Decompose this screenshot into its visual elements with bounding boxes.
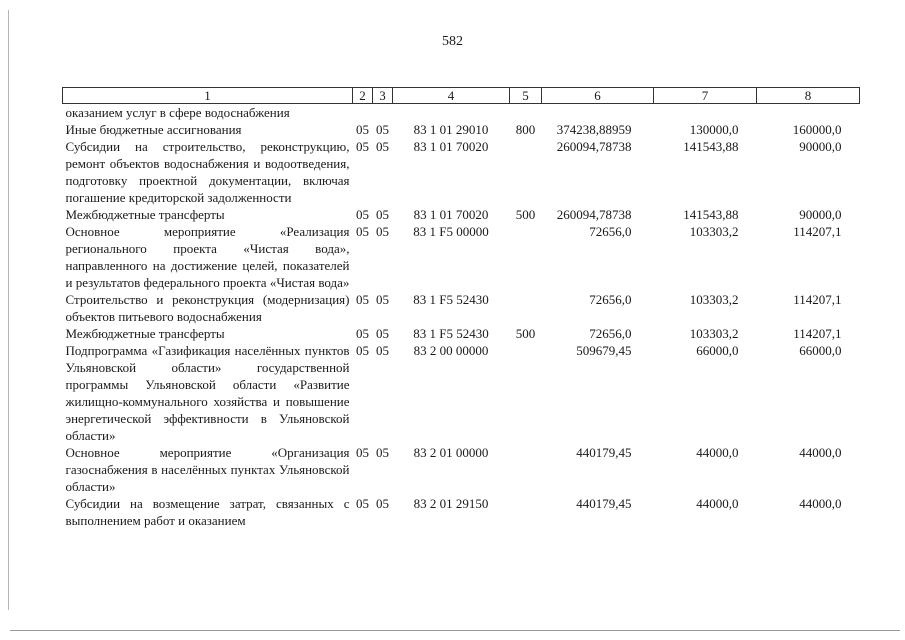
row-expense-type: [510, 291, 542, 325]
row-subsection: 05: [376, 445, 389, 460]
row-amount-7: [654, 104, 757, 122]
table-row: [63, 206, 860, 223]
row-name: Основное мероприятие «Реализация регионального проекта «Чистая вода», направленного на достижение целей, показателей и результатов федерального проекта «Чистая вода»: [65, 224, 350, 290]
header-col-8: 8: [757, 88, 860, 104]
row-amount-7: 44000,0: [696, 445, 739, 460]
table-row: [63, 291, 860, 325]
row-amount-7: 141543,88: [683, 139, 739, 154]
row-name: Субсидии на возмещение затрат, связанных с выполнением работ и оказанием: [65, 496, 350, 528]
row-name: Строительство и реконструкция (модернизация) объектов питьевого водоснабжения: [65, 292, 350, 324]
row-subsection: 05: [376, 122, 389, 137]
table-row: [63, 342, 860, 444]
row-subsection: [373, 104, 393, 122]
row-name: Субсидии на строительство, реконструкцию, ремонт объектов водоснабжения и водоотведения, подготовку проектной документации, включая погашение кредиторской задолженности: [65, 139, 350, 205]
row-target-code: 83 1 01 29010: [413, 122, 489, 137]
row-expense-type: 800: [515, 122, 536, 137]
row-section: 05: [356, 207, 369, 222]
row-amount-6: 509679,45: [576, 343, 632, 358]
row-amount-6: 72656,0: [589, 292, 632, 307]
row-amount-6: 260094,78738: [556, 207, 632, 222]
row-expense-type: [510, 223, 542, 291]
row-name: Межбюджетные трансферты: [65, 207, 225, 222]
row-expense-type: [510, 444, 542, 495]
table-row: [63, 121, 860, 138]
row-section: 05: [356, 139, 369, 154]
row-name: оказанием услуг в сфере водоснабжения: [65, 105, 290, 120]
row-amount-7: 66000,0: [696, 343, 739, 358]
row-subsection: 05: [376, 326, 389, 341]
row-subsection: 05: [376, 207, 389, 222]
row-amount-8: 44000,0: [799, 496, 842, 511]
row-amount-7: 141543,88: [683, 207, 739, 222]
row-expense-type: [510, 138, 542, 206]
row-target-code: 83 1 01 70020: [413, 207, 489, 222]
row-expense-type: 500: [515, 326, 536, 341]
row-amount-7: 44000,0: [696, 496, 739, 511]
row-section: [353, 104, 373, 122]
row-section: 05: [356, 292, 369, 307]
row-target-code: 83 2 01 00000: [413, 445, 489, 460]
table-row: [63, 138, 860, 206]
row-expense-type: 500: [515, 207, 536, 222]
row-amount-6: 440179,45: [576, 445, 632, 460]
row-amount-8: 160000,0: [792, 122, 842, 137]
row-amount-6: 374238,88959: [556, 122, 632, 137]
row-amount-7: 103303,2: [689, 326, 739, 341]
row-amount-8: 66000,0: [799, 343, 842, 358]
table-row: [63, 223, 860, 291]
row-amount-8: 114207,1: [793, 224, 842, 239]
row-name: Основное мероприятие «Организация газоснабжения в населённых пунктах Ульяновской области»: [65, 445, 350, 494]
row-section: 05: [356, 343, 369, 358]
row-amount-7: 103303,2: [689, 224, 739, 239]
header-col-1: 1: [63, 88, 353, 104]
table-row: [63, 495, 860, 529]
header-col-4: 4: [393, 88, 510, 104]
row-subsection: 05: [376, 343, 389, 358]
row-amount-8: [757, 104, 860, 122]
row-target-code: 83 2 01 29150: [413, 496, 489, 511]
header-col-6: 6: [542, 88, 654, 104]
scan-bottom-line: [10, 630, 900, 631]
row-amount-7: 103303,2: [689, 292, 739, 307]
row-amount-8: 44000,0: [799, 445, 842, 460]
row-subsection: 05: [376, 292, 389, 307]
row-amount-7: 130000,0: [689, 122, 739, 137]
row-subsection: 05: [376, 139, 389, 154]
scan-left-edge: [8, 10, 9, 610]
table-row: [63, 444, 860, 495]
row-target-code: 83 2 00 00000: [413, 343, 489, 358]
row-target-code: 83 1 01 70020: [413, 139, 489, 154]
row-expense-type: [510, 342, 542, 444]
budget-table: [62, 87, 860, 529]
row-section: 05: [356, 445, 369, 460]
row-amount-8: 114207,1: [793, 326, 842, 341]
row-target-code: [393, 104, 510, 122]
row-amount-8: 90000,0: [799, 207, 842, 222]
row-amount-8: 114207,1: [793, 292, 842, 307]
row-expense-type: [510, 104, 542, 122]
row-subsection: 05: [376, 496, 389, 511]
header-col-2: 2: [353, 88, 373, 104]
row-target-code: 83 1 F5 52430: [413, 292, 489, 307]
table-row: [63, 104, 860, 122]
row-name: Иные бюджетные ассигнования: [65, 122, 242, 137]
row-section: 05: [356, 224, 369, 239]
row-amount-6: 260094,78738: [556, 139, 632, 154]
row-subsection: 05: [376, 224, 389, 239]
row-target-code: 83 1 F5 00000: [413, 224, 489, 239]
row-amount-6: 72656,0: [589, 326, 632, 341]
row-target-code: 83 1 F5 52430: [413, 326, 489, 341]
row-section: 05: [356, 326, 369, 341]
header-col-7: 7: [654, 88, 757, 104]
header-col-5: 5: [510, 88, 542, 104]
row-amount-8: 90000,0: [799, 139, 842, 154]
row-name: Подпрограмма «Газификация населённых пунктов Ульяновской области» государственной программы Ульяновской области «Развитие жилищно-коммунального хозяйства и повышение энергетической эффективности в Ульяновской области»: [65, 343, 350, 443]
row-amount-6: [542, 104, 654, 122]
table-header-row: [63, 88, 860, 104]
header-col-3: 3: [373, 88, 393, 104]
page-number: 582: [442, 34, 463, 49]
row-name: Межбюджетные трансферты: [65, 326, 225, 341]
row-expense-type: [510, 495, 542, 529]
table-row: [63, 325, 860, 342]
row-section: 05: [356, 122, 369, 137]
row-amount-6: 72656,0: [589, 224, 632, 239]
row-section: 05: [356, 496, 369, 511]
row-amount-6: 440179,45: [576, 496, 632, 511]
